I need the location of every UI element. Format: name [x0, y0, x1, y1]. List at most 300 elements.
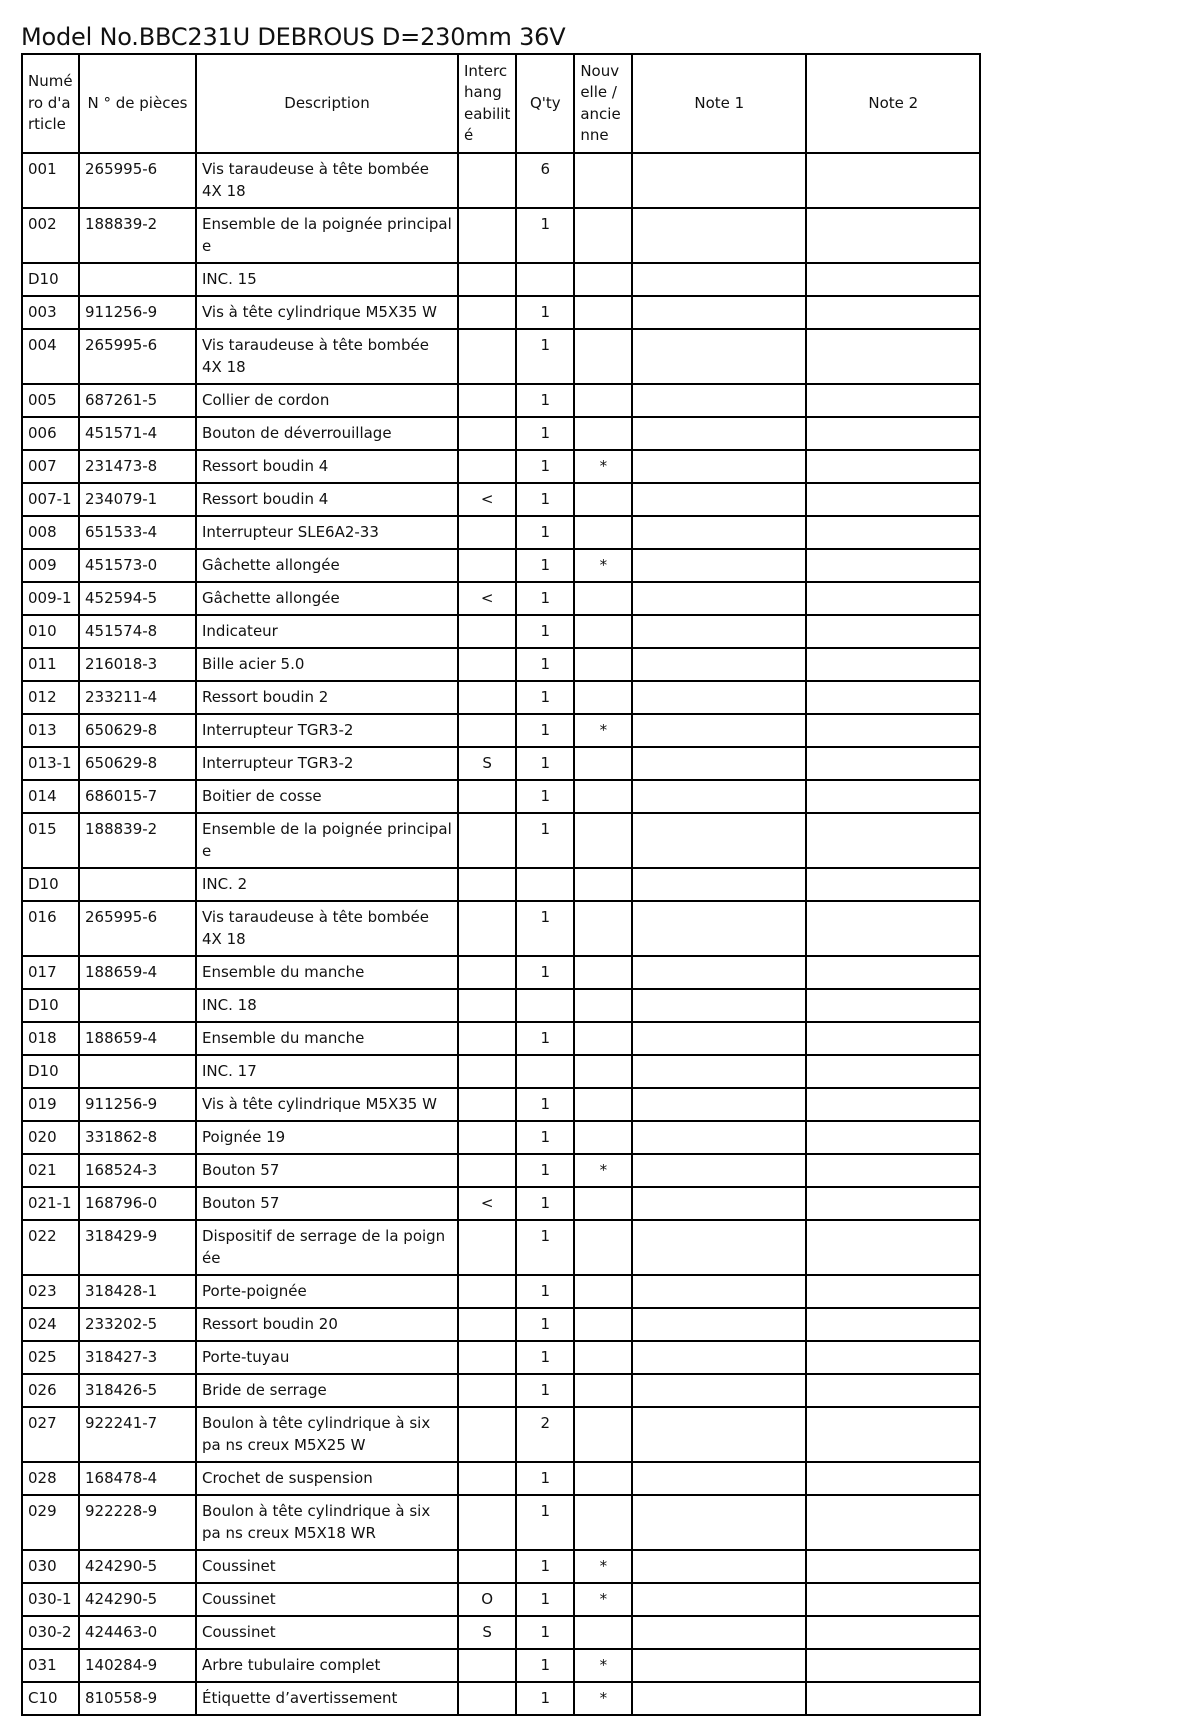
part-number-cell [79, 868, 196, 901]
description-cell: Coussinet [196, 1583, 458, 1616]
new-old-cell: * [574, 1682, 632, 1715]
part-number-cell: 231473-8 [79, 450, 196, 483]
quantity-cell: 1 [516, 1495, 574, 1550]
table-row [22, 780, 980, 813]
part-number-cell: 650629-8 [79, 747, 196, 780]
part-number-cell: 424463-0 [79, 1616, 196, 1649]
description-cell: Collier de cordon [196, 384, 458, 417]
interchangeability-cell [458, 868, 516, 901]
interchangeability-cell [458, 615, 516, 648]
item-number-cell: 015 [22, 813, 79, 868]
quantity-cell: 1 [516, 1682, 574, 1715]
item-number-cell: 028 [22, 1462, 79, 1495]
part-number-cell: 650629-8 [79, 714, 196, 747]
part-number-cell: 188839-2 [79, 208, 196, 263]
item-number-cell: D10 [22, 989, 79, 1022]
note-2-cell [806, 1495, 980, 1550]
note-2-cell [806, 1308, 980, 1341]
interchangeability-cell: O [458, 1583, 516, 1616]
description-cell: Étiquette d’avertissement [196, 1682, 458, 1715]
part-number-cell: 424290-5 [79, 1550, 196, 1583]
note-1-cell [632, 615, 806, 648]
table-row [22, 582, 980, 615]
description-cell: INC. 2 [196, 868, 458, 901]
note-1-cell [632, 516, 806, 549]
description-cell: Ensemble du manche [196, 956, 458, 989]
description-cell: Gâchette allongée [196, 549, 458, 582]
header-note-1: Note 1 [632, 54, 806, 153]
item-number-cell: 021 [22, 1154, 79, 1187]
table-row [22, 648, 980, 681]
part-number-cell: 922241-7 [79, 1407, 196, 1462]
note-2-cell [806, 1374, 980, 1407]
part-number-cell: 188839-2 [79, 813, 196, 868]
note-1-cell [632, 208, 806, 263]
new-old-cell [574, 615, 632, 648]
table-row [22, 1649, 980, 1682]
interchangeability-cell [458, 648, 516, 681]
part-number-cell: 233202-5 [79, 1308, 196, 1341]
description-cell: Interrupteur TGR3-2 [196, 714, 458, 747]
part-number-cell: 922228-9 [79, 1495, 196, 1550]
parts-table [21, 53, 981, 1716]
interchangeability-cell [458, 384, 516, 417]
note-1-cell [632, 681, 806, 714]
quantity-cell: 1 [516, 1583, 574, 1616]
part-number-cell: 810558-9 [79, 1682, 196, 1715]
note-2-cell [806, 263, 980, 296]
item-number-cell: 004 [22, 329, 79, 384]
note-1-cell [632, 417, 806, 450]
note-1-cell [632, 1088, 806, 1121]
note-2-cell [806, 1407, 980, 1462]
new-old-cell [574, 1374, 632, 1407]
description-cell: Bouton 57 [196, 1187, 458, 1220]
description-cell: Arbre tubulaire complet [196, 1649, 458, 1682]
quantity-cell: 1 [516, 1121, 574, 1154]
item-number-cell: 030-1 [22, 1583, 79, 1616]
item-number-cell: C10 [22, 1682, 79, 1715]
part-number-cell: 168478-4 [79, 1462, 196, 1495]
note-2-cell [806, 208, 980, 263]
new-old-cell [574, 153, 632, 208]
table-row [22, 417, 980, 450]
part-number-cell: 265995-6 [79, 153, 196, 208]
new-old-cell [574, 1462, 632, 1495]
new-old-cell: * [574, 714, 632, 747]
new-old-cell [574, 1022, 632, 1055]
new-old-cell [574, 1187, 632, 1220]
header-item-number: Numé ro d'a rticle [22, 54, 79, 153]
note-2-cell [806, 1682, 980, 1715]
interchangeability-cell [458, 956, 516, 989]
interchangeability-cell: < [458, 582, 516, 615]
interchangeability-cell [458, 296, 516, 329]
item-number-cell: D10 [22, 868, 79, 901]
item-number-cell: 009 [22, 549, 79, 582]
new-old-cell [574, 1308, 632, 1341]
note-2-cell [806, 1121, 980, 1154]
table-row [22, 615, 980, 648]
note-2-cell [806, 549, 980, 582]
part-number-cell: 168796-0 [79, 1187, 196, 1220]
new-old-cell [574, 901, 632, 956]
item-number-cell: 018 [22, 1022, 79, 1055]
item-number-cell: 030-2 [22, 1616, 79, 1649]
new-old-cell [574, 483, 632, 516]
part-number-cell [79, 989, 196, 1022]
description-cell: Bouton 57 [196, 1154, 458, 1187]
description-cell: Vis taraudeuse à tête bombée 4X 18 [196, 329, 458, 384]
part-number-cell: 265995-6 [79, 329, 196, 384]
quantity-cell: 1 [516, 1187, 574, 1220]
description-cell: Ressort boudin 4 [196, 483, 458, 516]
table-row [22, 1187, 980, 1220]
new-old-cell: * [574, 1583, 632, 1616]
description-cell: Ensemble du manche [196, 1022, 458, 1055]
description-cell: Poignée 19 [196, 1121, 458, 1154]
table-row [22, 1550, 980, 1583]
note-1-cell [632, 582, 806, 615]
interchangeability-cell [458, 1220, 516, 1275]
interchangeability-cell [458, 681, 516, 714]
quantity-cell: 1 [516, 901, 574, 956]
note-1-cell [632, 384, 806, 417]
description-cell: Vis à tête cylindrique M5X35 W [196, 1088, 458, 1121]
new-old-cell: * [574, 1649, 632, 1682]
note-1-cell [632, 956, 806, 989]
quantity-cell: 1 [516, 208, 574, 263]
note-2-cell [806, 582, 980, 615]
quantity-cell: 1 [516, 516, 574, 549]
description-cell: Interrupteur TGR3-2 [196, 747, 458, 780]
quantity-cell [516, 1055, 574, 1088]
header-new-old: Nouv elle / ancie nne [574, 54, 632, 153]
note-2-cell [806, 1187, 980, 1220]
part-number-cell: 168524-3 [79, 1154, 196, 1187]
interchangeability-cell [458, 1374, 516, 1407]
item-number-cell: 007-1 [22, 483, 79, 516]
table-body [22, 153, 980, 1715]
interchangeability-cell [458, 417, 516, 450]
note-1-cell [632, 780, 806, 813]
note-1-cell [632, 1187, 806, 1220]
table-row [22, 384, 980, 417]
note-1-cell [632, 1022, 806, 1055]
note-2-cell [806, 329, 980, 384]
header-part-number: N ° de pièces [79, 54, 196, 153]
note-2-cell [806, 483, 980, 516]
interchangeability-cell [458, 780, 516, 813]
table-row [22, 1308, 980, 1341]
description-cell: Bille acier 5.0 [196, 648, 458, 681]
description-cell: INC. 15 [196, 263, 458, 296]
table-row [22, 1407, 980, 1462]
quantity-cell: 1 [516, 1308, 574, 1341]
quantity-cell: 2 [516, 1407, 574, 1462]
note-1-cell [632, 296, 806, 329]
note-2-cell [806, 681, 980, 714]
interchangeability-cell [458, 1495, 516, 1550]
note-1-cell [632, 714, 806, 747]
part-number-cell: 265995-6 [79, 901, 196, 956]
table-row [22, 956, 980, 989]
note-2-cell [806, 714, 980, 747]
quantity-cell: 1 [516, 681, 574, 714]
new-old-cell [574, 1055, 632, 1088]
interchangeability-cell [458, 1088, 516, 1121]
quantity-cell: 1 [516, 450, 574, 483]
description-cell: Ressort boudin 2 [196, 681, 458, 714]
interchangeability-cell [458, 1682, 516, 1715]
note-2-cell [806, 1649, 980, 1682]
part-number-cell: 233211-4 [79, 681, 196, 714]
interchangeability-cell [458, 901, 516, 956]
quantity-cell: 1 [516, 296, 574, 329]
description-cell: Ensemble de la poignée principal e [196, 208, 458, 263]
part-number-cell: 651533-4 [79, 516, 196, 549]
quantity-cell: 1 [516, 714, 574, 747]
quantity-cell: 1 [516, 384, 574, 417]
note-1-cell [632, 329, 806, 384]
item-number-cell: 013 [22, 714, 79, 747]
item-number-cell: D10 [22, 263, 79, 296]
interchangeability-cell [458, 1121, 516, 1154]
item-number-cell: 010 [22, 615, 79, 648]
quantity-cell: 1 [516, 747, 574, 780]
description-cell: Ressort boudin 4 [196, 450, 458, 483]
note-1-cell [632, 1341, 806, 1374]
table-row [22, 1374, 980, 1407]
item-number-cell: 011 [22, 648, 79, 681]
quantity-cell: 1 [516, 780, 574, 813]
table-row [22, 681, 980, 714]
table-row [22, 1088, 980, 1121]
item-number-cell: 026 [22, 1374, 79, 1407]
note-1-cell [632, 1220, 806, 1275]
description-cell: Indicateur [196, 615, 458, 648]
interchangeability-cell: < [458, 483, 516, 516]
new-old-cell [574, 516, 632, 549]
description-cell: Vis à tête cylindrique M5X35 W [196, 296, 458, 329]
note-1-cell [632, 747, 806, 780]
interchangeability-cell [458, 1462, 516, 1495]
note-2-cell [806, 1462, 980, 1495]
quantity-cell: 1 [516, 483, 574, 516]
quantity-cell [516, 263, 574, 296]
new-old-cell [574, 1407, 632, 1462]
description-cell: Vis taraudeuse à tête bombée 4X 18 [196, 901, 458, 956]
table-row [22, 1462, 980, 1495]
quantity-cell: 6 [516, 153, 574, 208]
note-2-cell [806, 615, 980, 648]
note-1-cell [632, 868, 806, 901]
note-1-cell [632, 483, 806, 516]
table-row [22, 1121, 980, 1154]
description-cell: INC. 17 [196, 1055, 458, 1088]
quantity-cell: 1 [516, 648, 574, 681]
item-number-cell: 001 [22, 153, 79, 208]
table-row [22, 516, 980, 549]
description-cell: Boulon à tête cylindrique à six pa ns creux M5X25 W [196, 1407, 458, 1462]
quantity-cell: 1 [516, 1374, 574, 1407]
description-cell: Ressort boudin 20 [196, 1308, 458, 1341]
table-row [22, 1682, 980, 1715]
description-cell: Coussinet [196, 1616, 458, 1649]
note-1-cell [632, 1407, 806, 1462]
new-old-cell [574, 1495, 632, 1550]
note-1-cell [632, 549, 806, 582]
interchangeability-cell: S [458, 747, 516, 780]
quantity-cell: 1 [516, 1088, 574, 1121]
new-old-cell [574, 1121, 632, 1154]
table-row [22, 1154, 980, 1187]
note-1-cell [632, 1495, 806, 1550]
note-1-cell [632, 1055, 806, 1088]
new-old-cell [574, 747, 632, 780]
interchangeability-cell [458, 450, 516, 483]
interchangeability-cell: S [458, 1616, 516, 1649]
note-1-cell [632, 1616, 806, 1649]
quantity-cell: 1 [516, 1154, 574, 1187]
table-row [22, 483, 980, 516]
table-row [22, 1022, 980, 1055]
note-2-cell [806, 956, 980, 989]
note-1-cell [632, 1462, 806, 1495]
description-cell: Bouton de déverrouillage [196, 417, 458, 450]
description-cell: Boitier de cosse [196, 780, 458, 813]
interchangeability-cell [458, 516, 516, 549]
quantity-cell: 1 [516, 1550, 574, 1583]
new-old-cell [574, 329, 632, 384]
new-old-cell [574, 780, 632, 813]
table-row [22, 1341, 980, 1374]
note-2-cell [806, 1055, 980, 1088]
note-2-cell [806, 516, 980, 549]
description-cell: Coussinet [196, 1550, 458, 1583]
table-row [22, 1220, 980, 1275]
quantity-cell: 1 [516, 582, 574, 615]
table-row [22, 450, 980, 483]
part-number-cell: 216018-3 [79, 648, 196, 681]
interchangeability-cell [458, 813, 516, 868]
item-number-cell: 009-1 [22, 582, 79, 615]
new-old-cell [574, 417, 632, 450]
header-note-2: Note 2 [806, 54, 980, 153]
note-1-cell [632, 1275, 806, 1308]
interchangeability-cell [458, 549, 516, 582]
note-2-cell [806, 1022, 980, 1055]
note-1-cell [632, 648, 806, 681]
interchangeability-cell [458, 1022, 516, 1055]
quantity-cell: 1 [516, 813, 574, 868]
item-number-cell: 006 [22, 417, 79, 450]
quantity-cell [516, 868, 574, 901]
table-row [22, 296, 980, 329]
note-2-cell [806, 780, 980, 813]
part-number-cell: 452594-5 [79, 582, 196, 615]
part-number-cell: 188659-4 [79, 956, 196, 989]
new-old-cell [574, 208, 632, 263]
description-cell: Dispositif de serrage de la poign ée [196, 1220, 458, 1275]
table-row [22, 208, 980, 263]
note-2-cell [806, 1616, 980, 1649]
interchangeability-cell [458, 1649, 516, 1682]
table-row [22, 153, 980, 208]
note-2-cell [806, 901, 980, 956]
note-2-cell [806, 1583, 980, 1616]
note-1-cell [632, 1121, 806, 1154]
note-2-cell [806, 384, 980, 417]
part-number-cell [79, 1055, 196, 1088]
description-cell: Porte-tuyau [196, 1341, 458, 1374]
table-row [22, 813, 980, 868]
quantity-cell: 1 [516, 329, 574, 384]
item-number-cell: 012 [22, 681, 79, 714]
new-old-cell [574, 989, 632, 1022]
item-number-cell: 005 [22, 384, 79, 417]
item-number-cell: 022 [22, 1220, 79, 1275]
note-2-cell [806, 296, 980, 329]
item-number-cell: 008 [22, 516, 79, 549]
part-number-cell: 318428-1 [79, 1275, 196, 1308]
interchangeability-cell: < [458, 1187, 516, 1220]
note-2-cell [806, 1220, 980, 1275]
part-number-cell: 140284-9 [79, 1649, 196, 1682]
item-number-cell: 017 [22, 956, 79, 989]
interchangeability-cell [458, 329, 516, 384]
note-2-cell [806, 813, 980, 868]
part-number-cell: 687261-5 [79, 384, 196, 417]
part-number-cell: 686015-7 [79, 780, 196, 813]
new-old-cell [574, 648, 632, 681]
note-2-cell [806, 989, 980, 1022]
item-number-cell: 029 [22, 1495, 79, 1550]
interchangeability-cell [458, 1275, 516, 1308]
description-cell: Porte-poignée [196, 1275, 458, 1308]
interchangeability-cell [458, 1308, 516, 1341]
note-1-cell [632, 1550, 806, 1583]
note-1-cell [632, 263, 806, 296]
quantity-cell: 1 [516, 1649, 574, 1682]
interchangeability-cell [458, 1407, 516, 1462]
part-number-cell: 318426-5 [79, 1374, 196, 1407]
table-row [22, 1495, 980, 1550]
new-old-cell: * [574, 549, 632, 582]
note-2-cell [806, 1341, 980, 1374]
quantity-cell: 1 [516, 1275, 574, 1308]
note-2-cell [806, 747, 980, 780]
quantity-cell: 1 [516, 956, 574, 989]
new-old-cell [574, 1220, 632, 1275]
part-number-cell: 451573-0 [79, 549, 196, 582]
part-number-cell [79, 263, 196, 296]
part-number-cell: 188659-4 [79, 1022, 196, 1055]
table-row [22, 329, 980, 384]
table-row [22, 989, 980, 1022]
item-number-cell: 027 [22, 1407, 79, 1462]
table-row [22, 1275, 980, 1308]
interchangeability-cell [458, 1154, 516, 1187]
item-number-cell: 031 [22, 1649, 79, 1682]
table-header-row [22, 54, 980, 153]
new-old-cell [574, 681, 632, 714]
item-number-cell: 016 [22, 901, 79, 956]
quantity-cell: 1 [516, 1022, 574, 1055]
part-number-cell: 424290-5 [79, 1583, 196, 1616]
item-number-cell: 014 [22, 780, 79, 813]
note-1-cell [632, 901, 806, 956]
